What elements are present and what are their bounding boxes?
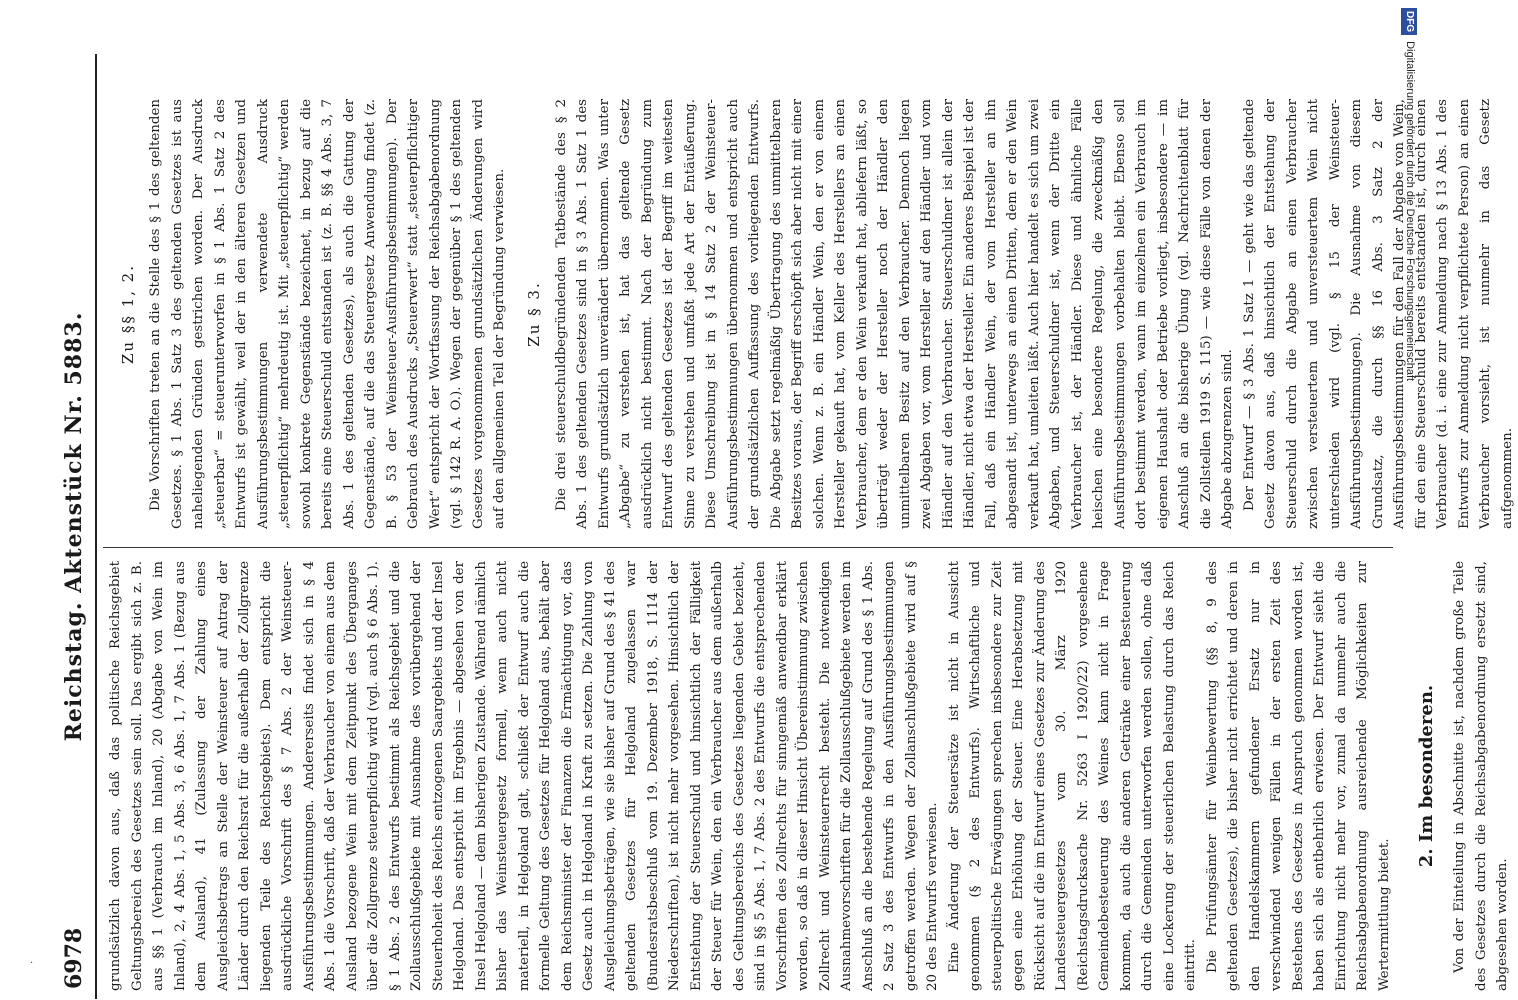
- subheading-1: Zu §§ 1, 2.: [119, 264, 137, 365]
- left-paragraph-2: Eine Änderung der Steuersätze ist nicht in Aussicht genommen (§ 2 des Entwurfs). Wirtschaftliche und steuerpolitische Erwägungen sprechen insbesondere zur Zeit gegen eine Erhöhung der Steuer. Eine Herabsetzung mit Rücksicht auf die im Entwurf eines Gesetzes zur Änderung des Landessteuergesetzes vom 30. März 1920 (Reichstagsdrucksache Nr. 5263 I 1920/22) vorgesehene Gemeindebesteuerung des Weines kann nicht in Frage kommen, da auch die anderen Getränke einer Besteuerung durch die Gemeinden unterworfen werden sollen, ohne daß eine Lockerung der steuerlichen Belastung durch das Reich eintritt.: [946, 561, 1198, 991]
- page-header: [57, 54, 97, 999]
- page-title: Reichstag. Aktenstück Nr. 5883.: [61, 311, 87, 742]
- left-paragraph-1: grundsätzlich davon aus, daß das politische Reichsgebiet Geltungsbereich des Gesetzes sein soll. Das ergibt sich z. B. aus §§ 1 (Verbrauch im Inland), 20 (Abgabe von Wein im Inland), 2, 4 Abs. 1, 5 Abs. 3, 6 Abs. 1, 7 Abs. 1 (Bezug aus dem Ausland), 41 (Zulassung der Zahlung eines Ausgleichsbetrags an Stelle der Weinsteuer auf Antrag der Länder durch den Reichsrat für die außerhalb der Zollgrenze liegenden Teile des Reichsgebiets). Dem entspricht die ausdrückliche Vorschrift des § 7 Abs. 2 der Weinsteuer-Ausführungsbestimmungen. Andererseits findet sich in § 4 Abs. 1 die Vorschrift, daß der Verbraucher von einem aus dem Ausland bezogene Wein mit dem Zeitpunkt des Überganges über die Zollgrenze steuerpflichtig wird (vgl. auch § 6 Abs. 1). § 1 Abs. 2 des Entwurfs bestimmt als Reichsgebiet und die Zollausschlußgebiete mit Ausnahme des vorübergehend der Steuerhoheit des Reichs entzogenen Saargebiets und der Insel Helgoland. Das entspricht im Ergebnis — abgesehen von der Insel Helgoland — dem bisherigen Zustande. Während nämlich bisher das Weinsteuergesetz formell, wenn auch nicht materiell, in Helgoland galt, schließt der Entwurf auch die formelle Geltung des Gesetzes für Helgoland aus, behält aber dem Reichsminister der Finanzen die Ermächtigung vor, das Gesetz auch in Helgoland in Kraft zu setzen. Die Zahlung von Ausgleichungsbeträgen, wie sie bisher auf Grund des § 41 des geltenden Gesetzes für Helgoland zugelassen war (Bundesratsbeschluß vom 19. Dezember 1918, S. 1114 der Niederschriften), ist nicht mehr vorgesehen. Hinsichtlich der Entstehung der Steuerschuld und hinsichtlich der Fälligkeit der Steuer für Wein, den ein Verbraucher aus dem außerhalb des Geltungsbereichs des Gesetzes liegenden Gebiet bezieht, sind in §§ 5 Abs. 1, 7 Abs. 2 des Entwurfs die entsprechenden Vorschriften des Zollrechts für sinngemäß anwendbar erklärt worden, so daß in dieser Hinsicht Übereinstimmung zwischen Zollrecht und Weinsteuerrecht besteht. Die notwendigen Ausnahmevorschriften für die Zollausschlußgebiete werden im Anschluß an die bestehende Regelung auf Grund des § 1 Abs. 2 Satz 3 des Entwurfs in den Ausführungsbestimmungen getroffen werden. Wegen der Zollanschlußgebiete wird auf § 20 des Entwurfs verwiesen.: [108, 561, 940, 991]
- right-paragraph-1: Die Vorschriften treten an die Stelle des § 1 des geltenden Gesetzes. § 1 Abs. 1 Satz 3 des geltenden Gesetzes ist aus naheliegenden Gründen gestrichen worden. Der Ausdruck „steuerbar“ = steuerunterworfen in § 1 Abs. 1 Satz 2 des Entwurfs ist gewählt, weil der in den älteren Gesetzen und Ausführungsbestimmungen verwendete Ausdruck „steuerpflichtig“ mehrdeutig ist. Mit „steuerpflichtig“ werden sowohl konkrete Gegenstände bezeichnet, in bezug auf die bereits eine Steuerschuld entstanden ist (z. B. §§ 4 Abs. 3, 7 Abs. 1 des geltenden Gesetzes), als auch die Gattung der Gegenstände, auf die das Steuergesetz Anwendung findet (z. B. § 53 der Weinsteuer-Ausführungsbestimmungen). Der Gebrauch des Ausdrucks „Steuerwert“ statt „steuerpflichtiger Wert“ entspricht der Wortfassung der Reichsabgabenordnung (vgl. § 142 R. A. O.). Wegen der gegenüber § 1 des geltenden Gesetzes vorgenommenen grundsätzlichen Änderungen wird auf den allgemeinen Teil der Begründung verwiesen.: [148, 99, 507, 529]
- funding-note: [1402, 8, 1418, 998]
- funding-note-text: Digitalisierung gefördert durch die Deutsche Forschungsgemeinschaft: [1404, 41, 1416, 382]
- right-paragraph-3: Der Entwurf — § 3 Abs. 1 Satz 1 — geht wie das geltende Gesetz davon aus, daß hinsichtlich der Entstehung der Steuerschuld durch die Abgabe an einen Verbraucher zwischen versteuertem und unversteuertem Wein nicht unterschieden wird (vgl. § 15 der Weinsteuer-Ausführungsbestimmungen). Die Ausnahme von diesem Grundsatz, die durch §§ 16 Abs. 3 Satz 2 der Ausführungsbestimmungen für den Fall der Abgabe von Wein, für den eine Steuerschuld bereits entstanden ist, durch einen Verbraucher (d. i. eine zur Anmeldung nach § 13 Abs. 1 des Entwurfs zur Anmeldung nicht verpflichtete Person) an einen Verbraucher vorsieht, ist nunmehr in das Gesetz aufgenommen.: [1241, 99, 1515, 529]
- right-paragraph-2: Die drei steuerschuldbegründenden Tatbestände des § 2 Abs. 1 des geltenden Gesetzes sind in § 3 Abs. 1 Satz 1 des Entwurfs grundsätzlich unverändert übernommen. Was unter „Abgabe“ zu verstehen ist, hat das geltende Gesetz ausdrücklich nicht bestimmt. Nach der Begründung zum Entwurf des geltenden Gesetzes ist der Begriff im weitesten Sinne zu verstehen und umfaßt jede Art der Entäußerung. Diese Umschreibung ist in § 14 Satz 2 der Weinsteuer-Ausführungsbestimmungen übernommen und entspricht auch der grundsätzlichen Auffassung des vorliegenden Entwurfs. Die Abgabe setzt regelmäßig Übertragung des unmittelbaren Besitzes voraus, der Begriff erschöpft sich aber nicht mit einer solchen. Wenn z. B. ein Händler Wein, den er von einem Hersteller gekauft hat, vom Keller des Herstellers an einen Verbraucher, dem er den Wein verkauft hat, abliefern läßt, so überträgt weder der Hersteller noch der Händler den unmittelbaren Besitz auf den Verbraucher. Dennoch liegen zwei Abgaben vor, vom Hersteller auf den Händler und vom Händler auf den Verbraucher. Steuerschuldner ist allein der Händler, nicht etwa der Hersteller. Ein anderes Beispiel ist der Fall, daß ein Händler Wein, der vom Hersteller an ihn abgesandt ist, unterwegs an einen Dritten, dem er den Wein verkauft hat, umleiten läßt. Auch hier handelt es sich um zwei Abgaben, und Steuerschuldner ist, wenn der Dritte ein Verbraucher ist, der Händler. Diese und ähnliche Fälle heischen eine besondere Regelung, die zweckmäßig den Ausführungsbestimmungen vorbehalten bleibt. Ebenso soll dort bestimmt werden, wann im einzelnen ein Verbrauch im eigenen Haushalt oder Betriebe vorliegt, insbesondere — im Anschluß an die bisherige Übung (vgl. Nachrichtenblatt für die Zollstellen 1919 S. 115) — wie diese Fälle von denen der Abgabe abzugrenzen sind.: [553, 99, 1235, 529]
- column-divider: [103, 547, 1393, 548]
- left-column: [105, 561, 1510, 991]
- section-heading: 2. Im besonderen.: [1416, 684, 1437, 868]
- scan-speck: ·: [30, 958, 34, 969]
- subheading-2: Zu § 3.: [524, 281, 543, 347]
- left-paragraph-3: Die Prüfungsämter für Weinbewertung (§§ 8, 9 des geltenden Gesetzes), die bisher nicht errichtet und deren in den Handelskammern gefundener Ersatz nur in verschwindend wenigen Fällen in der ersten Zeit des Bestehens des Gesetzes in Anspruch genommen worden ist, haben sich als entbehrlich erwiesen. Der Entwurf sieht die Einrichtung nicht mehr vor, zumal da nunmehr auch die Reichsabgabenordnung ausreichende Möglichkeiten zur Wertermittlung bietet.: [1204, 561, 1392, 991]
- left-paragraph-4: Von der Einteilung in Abschnitte ist, nachdem große Teile des Gesetzes durch die Reichsabgabenordnung ersetzt sind, abgesehen worden.: [1452, 561, 1510, 991]
- header-rule: [95, 54, 97, 999]
- dfg-logo: DFG: [1401, 8, 1417, 35]
- page-number: 6978: [61, 927, 87, 989]
